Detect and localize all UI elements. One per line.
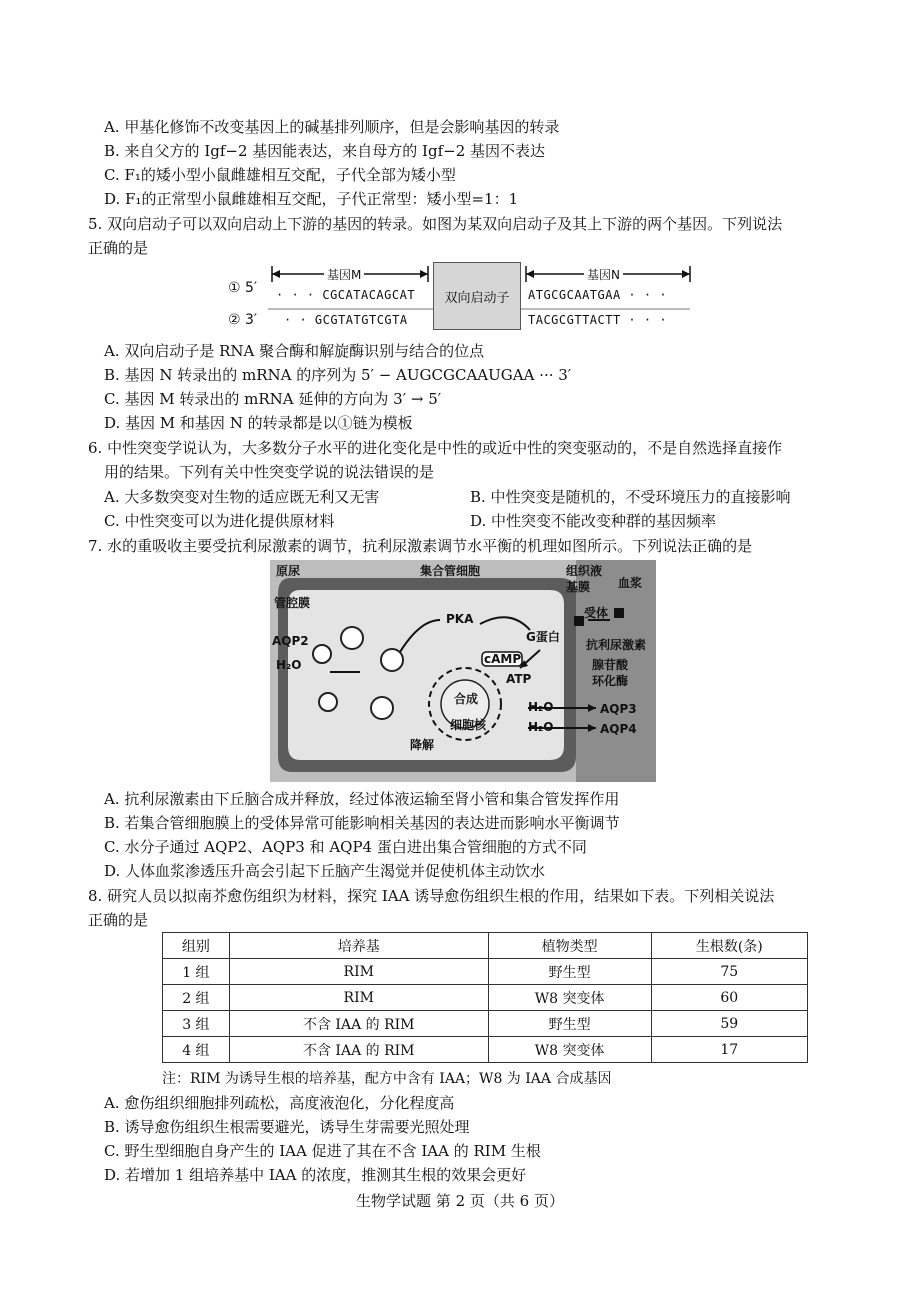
q7-stem: 7. 水的重吸收主要受抗利尿激素的调节，抗利尿激素调节水平衡的机理如图所示。下列说法正确的是 bbox=[88, 537, 753, 555]
gene-n-top-seq: ATGCGCAATGAA · · · bbox=[528, 288, 668, 302]
nucleus-label: 细胞核 bbox=[450, 718, 487, 732]
q5-option-a: A. 双向启动子是 RNA 聚合酶和解旋酶识别与结合的位点 bbox=[104, 342, 485, 360]
q7-option-a: A. 抗利尿激素由下丘脑合成并释放，经过体液运输至肾小管和集合管发挥作用 bbox=[104, 790, 620, 808]
table-header-cell: 培养基 bbox=[229, 933, 488, 959]
table-cell: 1 组 bbox=[163, 959, 230, 985]
q8-option-d: D. 若增加 1 组培养基中 IAA 的浓度，推测其生根的效果会更好 bbox=[104, 1166, 527, 1184]
table-header-row bbox=[163, 933, 808, 959]
q5-option-b: B. 基因 N 转录出的 mRNA 的序列为 5′ − AUGCGCAAUGAA ··· 3′ bbox=[104, 366, 572, 384]
q5-option-d: D. 基因 M 和基因 N 的转录都是以①链为模板 bbox=[104, 414, 413, 432]
gene-n-label: 基因N bbox=[584, 266, 623, 283]
table-cell: 60 bbox=[651, 985, 807, 1011]
promoter-label: 双向启动子 bbox=[444, 290, 510, 306]
q5-stem-line1: 5. 双向启动子可以双向启动上下游的基因的转录。如图为某双向启动子及其上下游的两个基因。下列说法 bbox=[88, 215, 783, 233]
table-cell: RIM bbox=[229, 985, 488, 1011]
q4-option-c: C. F₁的矮小型小鼠雌雄相互交配，子代全部为矮小型 bbox=[104, 166, 456, 184]
results-table bbox=[162, 932, 808, 1063]
atp-label: ATP bbox=[506, 672, 532, 686]
camp-label: cAMP bbox=[484, 652, 522, 666]
urine-label: 原尿 bbox=[276, 564, 301, 578]
h2o-right-label-2: H₂O bbox=[528, 720, 554, 734]
q8-option-a: A. 愈伤组织细胞排列疏松，高度液泡化，分化程度高 bbox=[104, 1094, 455, 1112]
q4-option-d: D. F₁的正常型小鼠雌雄相互交配，子代正常型：矮小型=1：1 bbox=[104, 190, 519, 208]
table-cell: W8 突变体 bbox=[488, 1037, 651, 1063]
adh-label: 抗利尿激素 bbox=[586, 638, 647, 652]
q5-stem-line2: 正确的是 bbox=[88, 239, 149, 257]
receptor-label: 受体 bbox=[584, 606, 609, 620]
table-cell: W8 突变体 bbox=[488, 985, 651, 1011]
q8-option-b: B. 诱导愈伤组织生根需要避光，诱导生芽需要光照处理 bbox=[104, 1118, 470, 1136]
table-cell: 59 bbox=[651, 1011, 807, 1037]
table-cell: RIM bbox=[229, 959, 488, 985]
q6-option-a: A. 大多数突变对生物的适应既无利又无害 bbox=[104, 488, 380, 506]
table-cell: 3 组 bbox=[163, 1011, 230, 1037]
q7-option-c: C. 水分子通过 AQP2、AQP3 和 AQP4 蛋白进出集合管细胞的方式不同 bbox=[104, 838, 587, 856]
basement-membrane-label: 基膜 bbox=[566, 580, 591, 594]
table-row bbox=[163, 985, 808, 1011]
strand-1-label: ① 5′ bbox=[228, 280, 258, 296]
bidirectional-promoter-figure bbox=[228, 258, 698, 334]
pka-label: PKA bbox=[446, 612, 474, 626]
q7-option-d: D. 人体血浆渗透压升高会引起下丘脑产生渴觉并促使机体主动饮水 bbox=[104, 862, 546, 880]
collecting-duct-cell-label: 集合管细胞 bbox=[420, 564, 481, 578]
table-cell: 不含 IAA 的 RIM bbox=[229, 1037, 488, 1063]
q8-stem-line1: 8. 研究人员以拟南芥愈伤组织为材料，探究 IAA 诱导愈伤组织生根的作用，结果如下表。下列相关说法 bbox=[88, 887, 775, 905]
q4-option-a: A. 甲基化修饰不改变基因上的碱基排列顺序，但是会影响基因的转录 bbox=[104, 118, 560, 136]
synthesis-label: 合成 bbox=[454, 692, 479, 706]
h2o-left-label: H₂O bbox=[276, 658, 302, 672]
table-header-cell: 组别 bbox=[163, 933, 230, 959]
q6-stem-line1: 6. 中性突变学说认为，大多数分子水平的进化变化是中性的或近中性的突变驱动的，不是自然选择直接作 bbox=[88, 439, 783, 457]
table-cell: 75 bbox=[651, 959, 807, 985]
q5-option-c: C. 基因 M 转录出的 mRNA 延伸的方向为 3′ → 5′ bbox=[104, 390, 442, 408]
table-cell: 野生型 bbox=[488, 959, 651, 985]
q6-option-c: C. 中性突变可以为进化提供原材料 bbox=[104, 512, 335, 530]
table-cell: 17 bbox=[651, 1037, 807, 1063]
promoter-box bbox=[433, 262, 521, 330]
lumen-membrane-label: 管腔膜 bbox=[274, 596, 311, 610]
plasma-label: 血浆 bbox=[618, 576, 643, 590]
aqp2-label: AQP2 bbox=[272, 634, 309, 648]
q7-option-b: B. 若集合管细胞膜上的受体异常可能影响相关基因的表达进而影响水平衡调节 bbox=[104, 814, 620, 832]
table-row bbox=[163, 959, 808, 985]
gene-m-top-seq: · · · CGCATACAGCAT bbox=[276, 288, 416, 302]
degradation-label: 降解 bbox=[410, 738, 435, 752]
gene-m-bottom-seq: · · GCGTATGTCGTA bbox=[284, 313, 408, 327]
table-cell: 2 组 bbox=[163, 985, 230, 1011]
table-note: 注：RIM 为诱导生根的培养基，配方中含有 IAA；W8 为 IAA 合成基因 bbox=[162, 1071, 612, 1087]
q8-option-c: C. 野生型细胞自身产生的 IAA 促进了其在不含 IAA 的 RIM 生根 bbox=[104, 1142, 541, 1160]
g-protein-label: G蛋白 bbox=[526, 630, 560, 644]
table-cell: 野生型 bbox=[488, 1011, 651, 1037]
adh-mechanism-figure bbox=[270, 560, 656, 782]
table-row bbox=[163, 1011, 808, 1037]
q8-stem-line2: 正确的是 bbox=[88, 911, 149, 929]
q6-option-d: D. 中性突变不能改变种群的基因频率 bbox=[470, 512, 717, 530]
table-cell: 4 组 bbox=[163, 1037, 230, 1063]
aqp3-label: AQP3 bbox=[600, 702, 637, 716]
page-footer: 生物学试题 第 2 页（共 6 页） bbox=[356, 1192, 564, 1210]
adenylate-cyclase-label-1: 腺苷酸 bbox=[592, 658, 629, 672]
gene-m-label: 基因M bbox=[324, 266, 364, 283]
aqp4-label: AQP4 bbox=[600, 722, 637, 736]
q4-option-b: B. 来自父方的 Igf−2 基因能表达，来自母方的 Igf−2 基因不表达 bbox=[104, 142, 546, 160]
adenylate-cyclase-label-2: 环化酶 bbox=[592, 674, 629, 688]
gene-n-bottom-seq: TACGCGTTACTT · · · bbox=[528, 313, 668, 327]
h2o-right-label-1: H₂O bbox=[528, 700, 554, 714]
table-header-cell: 生根数(条) bbox=[651, 933, 807, 959]
tissue-fluid-label: 组织液 bbox=[566, 564, 603, 578]
table-cell: 不含 IAA 的 RIM bbox=[229, 1011, 488, 1037]
q6-option-b: B. 中性突变是随机的，不受环境压力的直接影响 bbox=[470, 488, 791, 506]
table-header-cell: 植物类型 bbox=[488, 933, 651, 959]
table-row bbox=[163, 1037, 808, 1063]
strand-2-label: ② 3′ bbox=[228, 312, 258, 328]
q6-stem-line2: 用的结果。下列有关中性突变学说的说法错误的是 bbox=[104, 463, 435, 481]
